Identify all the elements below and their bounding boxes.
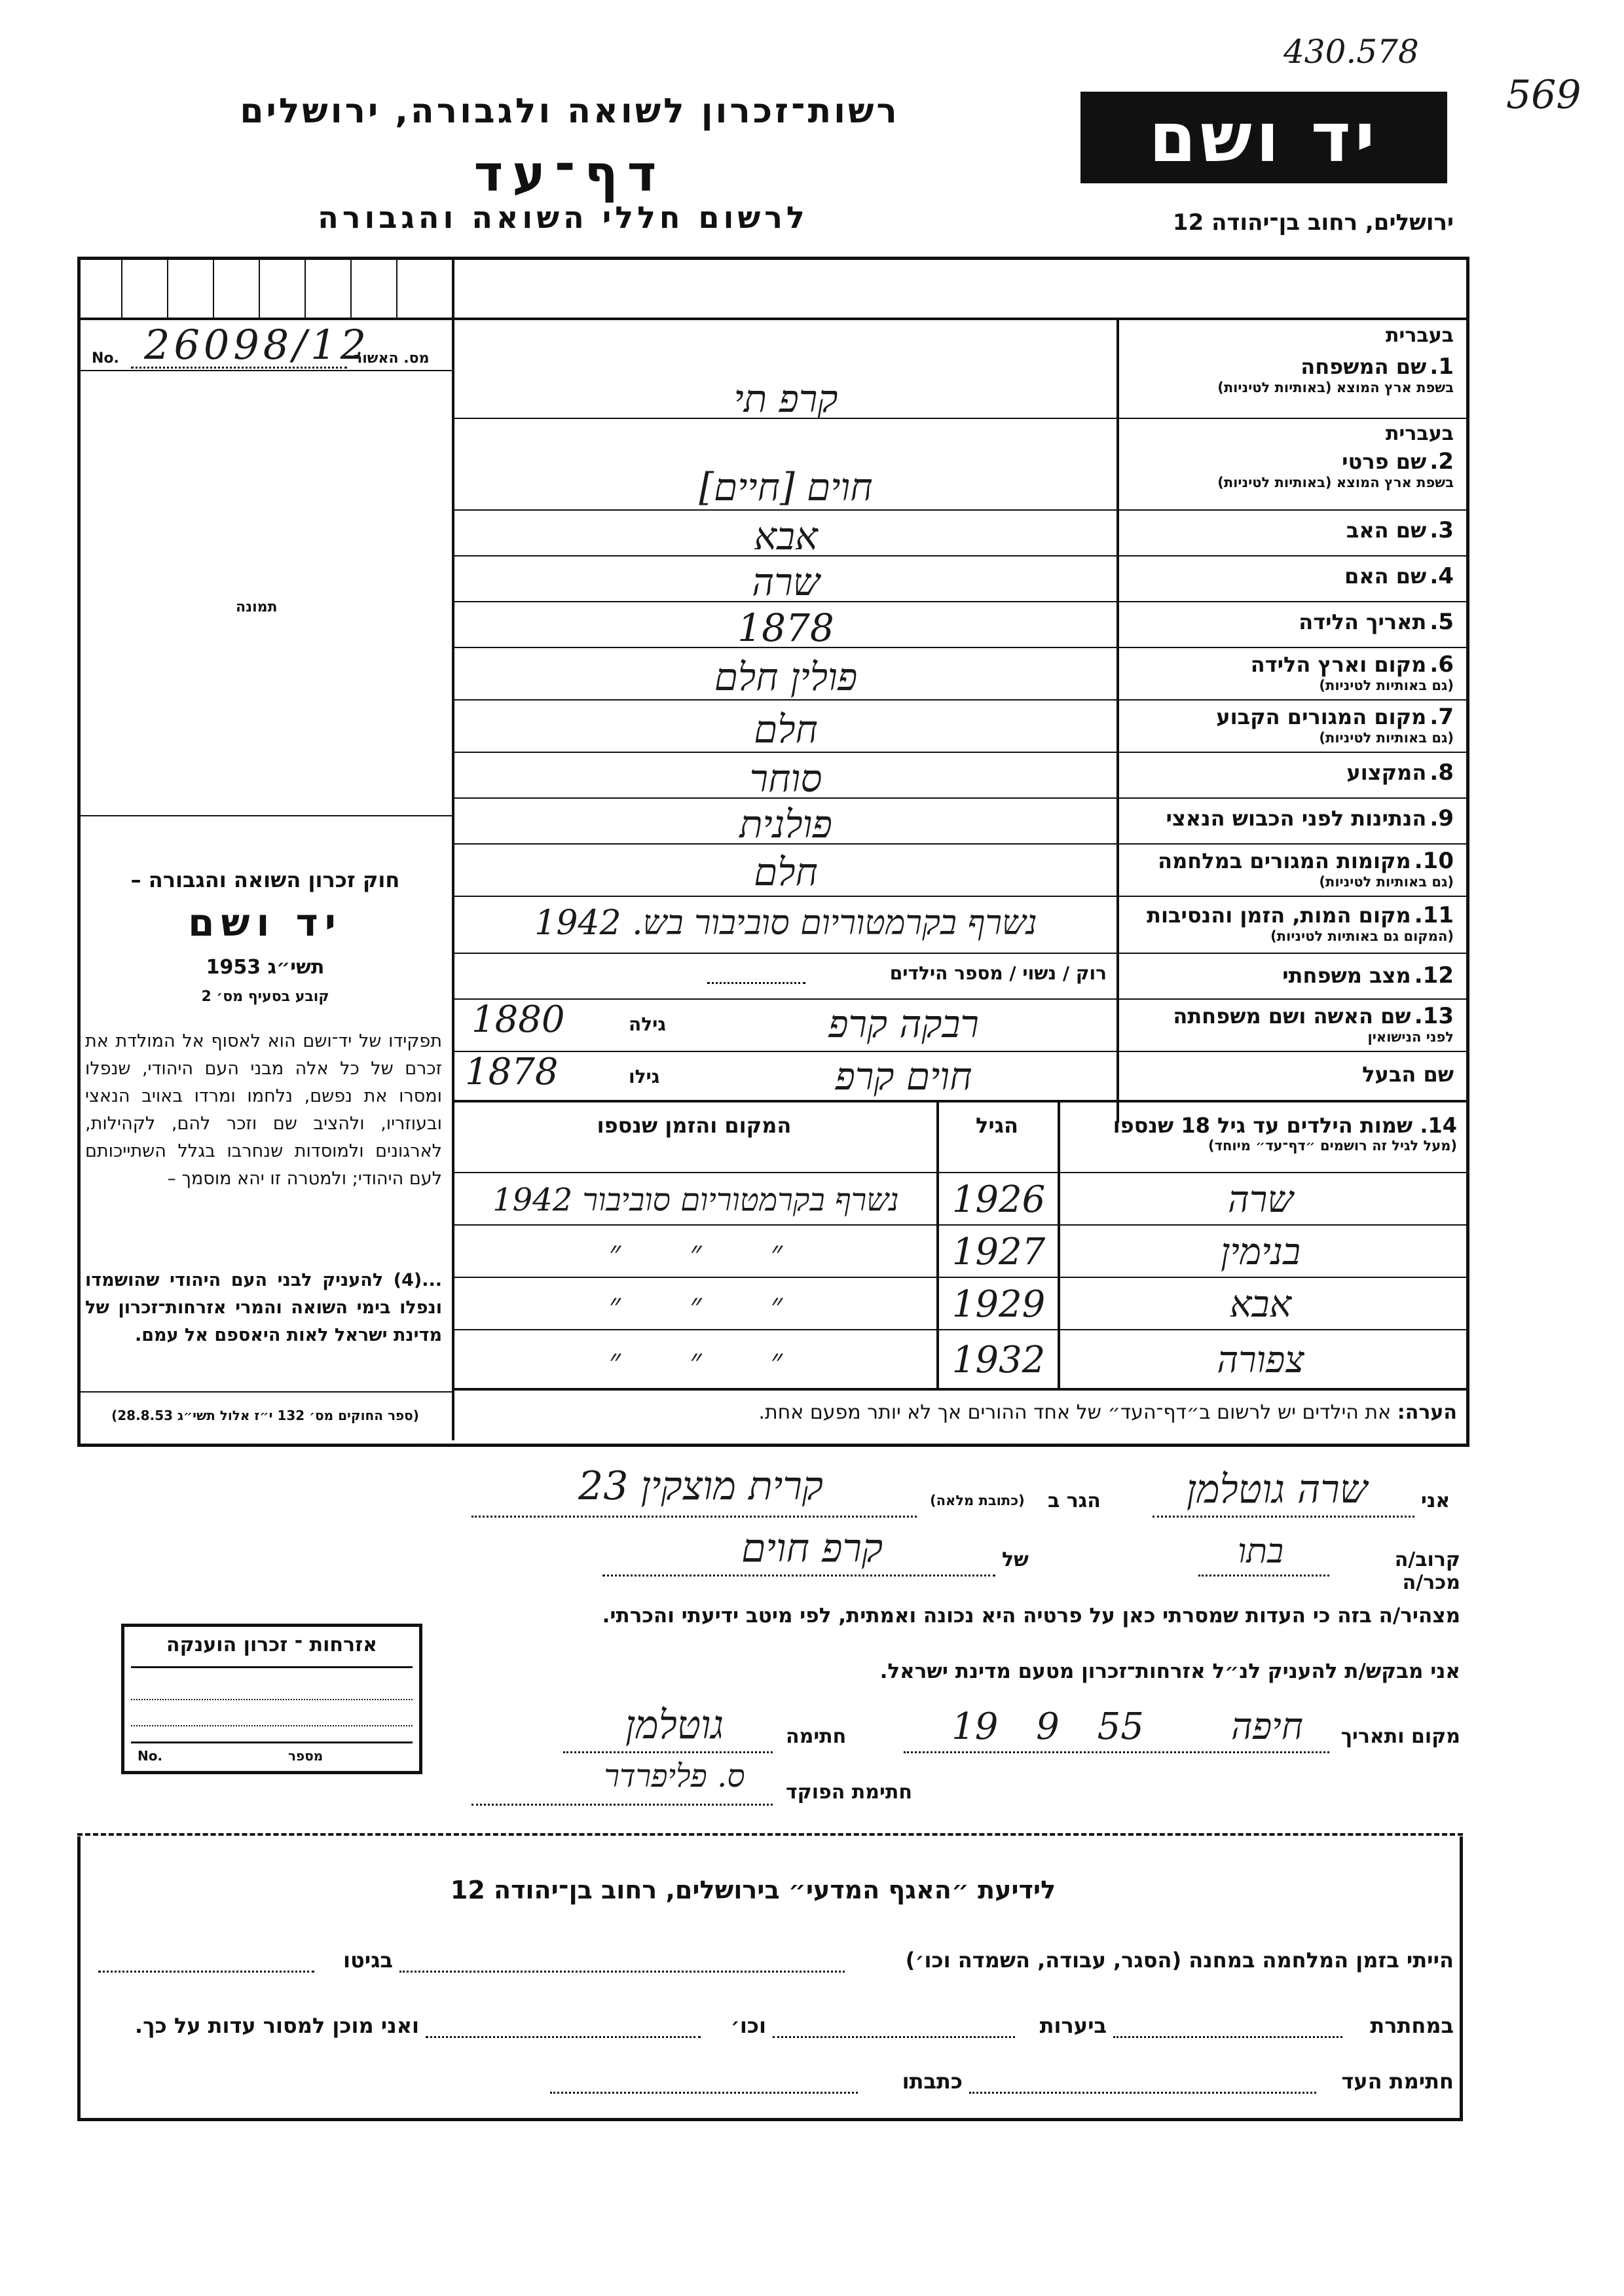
child-2-age: 1927 (951, 1231, 1046, 1273)
field-3-label: 3. שם האב (1346, 517, 1454, 543)
yad-vashem-logo: יד ושם (1080, 92, 1447, 183)
footer-forests: ביערות (1039, 2013, 1107, 2038)
child-1-name: שרה (1228, 1178, 1293, 1221)
declaration-place: חיפה (1231, 1705, 1303, 1748)
footer-line1: הייתי בזמן המלחמה במחנה (הסגר, עבודה, השמדה וכו׳) (905, 1948, 1454, 1973)
approval-no-label: No. (92, 350, 119, 367)
field-5-label: 5. תאריך הלידה (1299, 609, 1454, 635)
child-3-place: ״ ״ ״ (608, 1286, 783, 1323)
declarant-address: קרית מוצקין 23 (578, 1463, 823, 1509)
field-2-label: 2. שם פרטי בשפת ארץ המוצא (באותיות לטיניות) (1217, 448, 1454, 490)
wife-age-label: גילה (629, 1013, 666, 1035)
field-5-value: 1878 (737, 606, 834, 650)
field-9-label: 9. הנתינות לפני הכבוש הנאצי (1166, 805, 1454, 831)
field-8-label: 8. המקצוע (1346, 759, 1454, 786)
collector-label: חתימת הפוקד (786, 1781, 912, 1804)
field-10-label: 10. מקומות המגורים במלחמה (גם באותיות לטיניות) (1158, 848, 1454, 890)
marital-options: רוק / נשוי / מספר הילדים (889, 962, 1107, 984)
footer-address: כתבתו (902, 2069, 963, 2094)
footer-underground: במחתרת (1370, 2013, 1454, 2038)
field-8-value: סוחר (749, 756, 822, 801)
husband-age-value: 1878 (465, 1051, 559, 1093)
child-2-place: ״ ״ ״ (608, 1234, 783, 1271)
archive-number: 430.578 (1283, 33, 1419, 71)
signature-label: חתימה (786, 1725, 847, 1748)
residing-label: הגר ב (1048, 1489, 1101, 1512)
children-header-age: הגיל (975, 1113, 1019, 1138)
footer-title: לידיעת ״האגף המדעי״ בירושלים, רחוב בן־יהודה 12 (450, 1876, 1056, 1904)
husband-name-value: חוים קרפ (835, 1054, 972, 1099)
field-11-value: נשרף בקרמטוריום סוביבור בש. 1942 (534, 903, 1037, 943)
wife-age-value: 1880 (471, 998, 565, 1041)
collector-signature: ס. פליפרדר (604, 1758, 745, 1795)
field-7-value: חלם (754, 707, 818, 752)
law-name: יד ושם (188, 900, 342, 945)
husband-age-label: גילו (629, 1066, 660, 1087)
in-hebrew-label-2: בעברית (1386, 422, 1454, 445)
footer-ready: ואני מוכן למסור עדות על כך. (134, 2013, 419, 2038)
law-paragraph-2: ...(4) להעניק לבני העם היהודי שהושמדו ונפלו בימי השואה והמרי אזרחות־זכרון של מדינת ישראל לאות היאספם אל עמם. (85, 1270, 442, 1345)
child-3-name: אבא (1229, 1283, 1292, 1326)
footer-etc: וכו׳ (730, 2013, 766, 2038)
address: ירושלים, רחוב בן־יהודה 12 (1172, 210, 1454, 236)
authority-title: רשות־זכרון לשואה ולגבורה, ירושלים (240, 92, 900, 131)
field-6-label: 6. מקום וארץ הלידה (גם באותיות לטיניות) (1250, 651, 1454, 693)
child-1-place: נשרף בקרמטוריום סוביבור 1942 (492, 1182, 899, 1218)
child-2-name: בנימין (1220, 1231, 1301, 1273)
in-hebrew-label-1: בעברית (1386, 324, 1454, 347)
child-4-age: 1932 (951, 1339, 1046, 1381)
law-year: תשי״ג 1953 (206, 956, 325, 979)
wife-name-value: רבקה קרפ (828, 1002, 979, 1046)
deceased-name: קרפ חוים (741, 1525, 883, 1571)
field-13-label: 13. שם האשה ושם משפחתה לפני הנישואין (1173, 1003, 1454, 1045)
form-subtitle: לרשום חללי השואה והגבורה (318, 200, 809, 235)
field-9-value: פולנית (739, 802, 832, 847)
citizenship-no2: No. (138, 1748, 163, 1764)
field-10-value: חלם (754, 850, 818, 894)
law-paragraph-1: תפקידו של יד־ושם הוא לאסוף אל המולדת את זכרם של כל אלה מבני העם היהודי, שנפלו ומסרו את נפשם, נלחמו ומרדו באויב הנאצי ובעוזריו, ולהציב שם וזכר להם, לקהילות, לארגונים ולמוסדות שנחרבו בגלל השתייכותם לעם היהודי; ולמטרה זו יהא מוסמך – (85, 1031, 442, 1189)
declaration-text: מצהיר/ה בזה כי העדות שמסרתי כאן על פרטיה היא נכונה ואמתית, לפי מיטב ידיעתי והכרתי. (602, 1604, 1460, 1628)
field-6-value: פולין חלם (714, 655, 858, 699)
declaration-date: 19 9 55 (951, 1705, 1144, 1748)
field-7-label: 7. מקום המגורים הקבוע (גם באותיות לטיניות) (1216, 704, 1454, 746)
field-2-value: חוים [חיים] (699, 465, 873, 509)
law-reference: (ספר החוקים מס׳ 132 י״ז אלול תשי״ג 28.8.53) (111, 1408, 419, 1423)
child-4-name: צפורה (1217, 1339, 1304, 1381)
law-clause: קובע בסעיף מס׳ 2 (201, 989, 329, 1005)
note: הערה: את הילדים יש לרשום ב״דף־העד״ של אחד ההורים אך לא יותר מפעם אחת. (758, 1401, 1457, 1424)
approval-label: מס. האשור (354, 350, 430, 367)
field-3-value: אבא (754, 514, 818, 558)
field-1-value: קרפ תי (733, 376, 838, 421)
child-1-age: 1926 (951, 1178, 1046, 1221)
law-title: חוק זכרון השואה והגבורה – (130, 867, 400, 892)
form-title: דף־עד (473, 144, 666, 202)
field-11-label: 11. מקום המות, הזמן והנסיבות (המקום גם באותיות לטיניות) (1147, 902, 1454, 944)
footer-ghetto: בגיטו (343, 1948, 393, 1973)
citizenship-title: אזרחות ־ זכרון הוענקה (166, 1633, 377, 1656)
child-3-age: 1929 (951, 1283, 1046, 1326)
field-1-label: 1. שם המשפחה בשפת ארץ המוצא (באותיות לטיניות) (1217, 354, 1454, 395)
declaration-separator (77, 1444, 1463, 1448)
request-text: אני מבקש/ת להעניק לנ״ל אזרחות־זכרון מטעם מדינת ישראל. (879, 1660, 1460, 1683)
page-number: 569 (1506, 72, 1581, 118)
citizenship-no-label: מספר (288, 1748, 323, 1764)
place-date-label: מקום ותאריך (1340, 1725, 1460, 1748)
footer-witness-sig: חתימת העד (1341, 2069, 1454, 2094)
children-header-place: המקום והזמן שנספו (597, 1113, 792, 1138)
declarant-name: שרה גוטלמן (1186, 1467, 1368, 1512)
children-header-name: 14. שמות הילדים עד גיל 18 שנספו (מעל לגיל זה רושמים ״דף־עד״ מיוחד) (1113, 1113, 1457, 1154)
approval-number: 26098/12 (144, 321, 371, 369)
of-label: של (1002, 1548, 1029, 1571)
declarant-relation: בתו (1237, 1532, 1284, 1571)
child-4-place: ״ ״ ״ (608, 1342, 783, 1379)
field-12-label: 12. מצב משפחתי (1282, 962, 1454, 989)
relative-label: קרוב/ה מכר/ה (1394, 1548, 1460, 1594)
address-hint: (כתובת מלאה) (930, 1493, 1025, 1508)
declarant-signature: גוטלמן (625, 1702, 724, 1748)
citizenship-box (121, 1624, 422, 1774)
footer-separator (77, 1833, 1463, 1838)
photo-label: תמונה (236, 599, 278, 615)
field-4-label: 4. שם האם (1344, 563, 1454, 589)
declarant-i-label: אני (1421, 1489, 1450, 1512)
field-4-value: שרה (752, 560, 820, 604)
husband-label: שם הבעל (1362, 1062, 1454, 1087)
